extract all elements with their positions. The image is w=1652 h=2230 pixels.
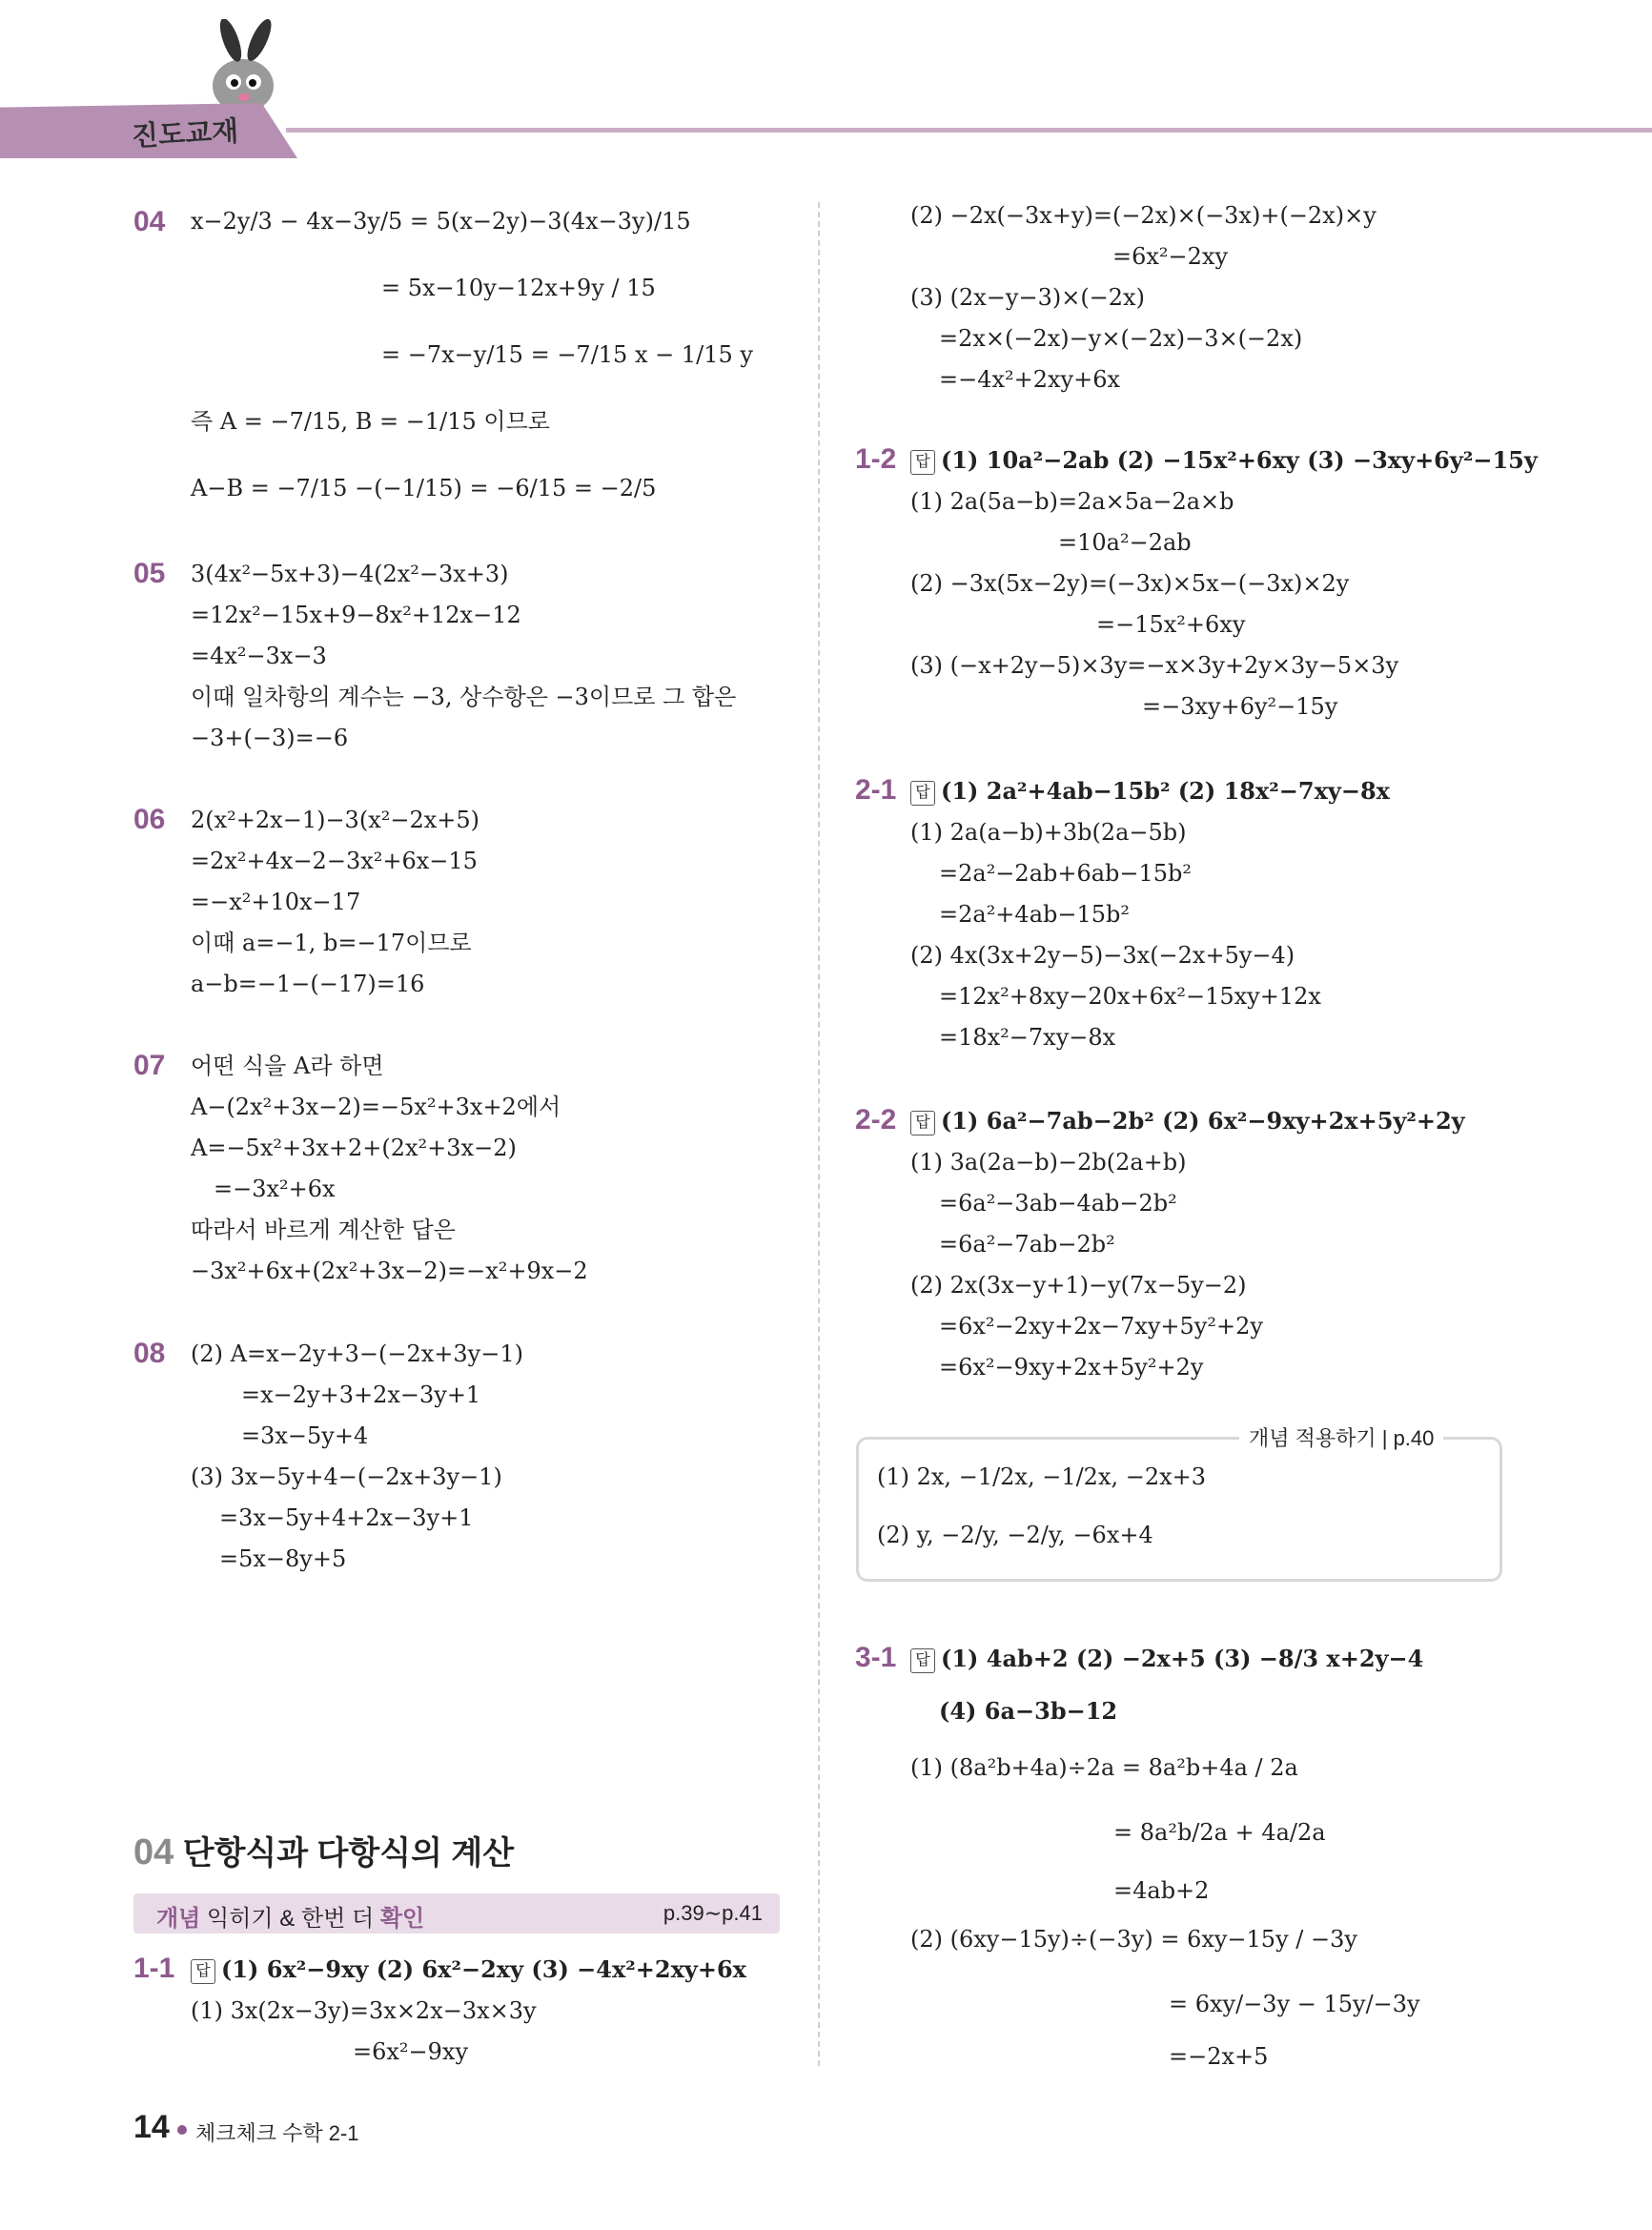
section-number: 04 [133, 1832, 174, 1872]
answer-text: (1) 6x²−9xy (2) 6x²−2xy (3) −4x²+2xy+6x [221, 1955, 746, 1983]
answer-line [910, 445, 1538, 476]
solution-line: (1) 3x(2x−3y)=3x×2x−3x×3y [191, 1997, 537, 2024]
solution-line: a−b=−1−(−17)=16 [191, 971, 425, 997]
solution-line: =−2x+5 [1169, 2043, 1269, 2070]
problem-number: 2-1 [855, 774, 897, 806]
solution-line: (2) −3x(5x−2y)=(−3x)×5x−(−3x)×2y [910, 570, 1350, 597]
solution-line: A=−5x²+3x+2+(2x²+3x−2) [191, 1135, 517, 1161]
solution-line: 2(x²+2x−1)−3(x²−2x+5) [191, 807, 479, 833]
apply-line: (2) y, −2/y, −2/y, −6x+4 [877, 1522, 1153, 1548]
answer-text: (1) 2a²+4ab−15b² (2) 18x²−7xy−8x [941, 777, 1390, 805]
concept-bar-label [156, 1899, 424, 1933]
bullet-dot-icon [177, 2125, 187, 2135]
solution-line: =x−2y+3+2x−3y+1 [241, 1381, 481, 1408]
solution-line: (1) 2a(a−b)+3b(2a−5b) [910, 819, 1187, 846]
answer-text: (4) 6a−3b−12 [939, 1697, 1118, 1725]
solution-line: =2x×(−2x)−y×(−2x)−3×(−2x) [939, 325, 1303, 352]
solution-line: = 6xy/−3y − 15y/−3y [1169, 1991, 1420, 2017]
solution-line: =−3xy+6y²−15y [1142, 693, 1338, 720]
solution-line: =4x²−3x−3 [191, 643, 327, 669]
concept-bar [133, 1893, 780, 1933]
solution-line: −3+(−3)=−6 [191, 725, 349, 751]
solution-line: = 8a²b/2a + 4a/2a [1113, 1819, 1326, 1846]
solution-line: =2x²+4x−2−3x²+6x−15 [191, 848, 478, 874]
solution-line: A−B = −7/15 −(−1/15) = −6/15 = −2/5 [191, 475, 657, 501]
answer-text: (1) 6a²−7ab−2b² (2) 6x²−9xy+2x+5y²+2y [941, 1107, 1465, 1135]
concept-word: 확인 [379, 1906, 425, 1932]
solution-line: =3x−5y+4 [241, 1422, 369, 1449]
answer-mark-icon: 답 [191, 1959, 215, 1984]
solution-line: =−15x²+6xy [1096, 611, 1246, 638]
solution-line: =−x²+10x−17 [191, 889, 361, 915]
solution-line: (2) 2x(3x−y+1)−y(7x−5y−2) [910, 1272, 1247, 1299]
solution-line: 3(4x²−5x+3)−4(2x²−3x+3) [191, 561, 509, 587]
answer-mark-icon: 답 [910, 1648, 935, 1673]
section-title [133, 1827, 514, 1873]
solution-line: = 5x−10y−12x+9y / 15 [381, 275, 656, 301]
solution-line: =10a²−2ab [1058, 529, 1192, 556]
solution-line: (2) (6xy−15y)÷(−3y) = 6xy−15y / −3y [910, 1926, 1357, 1953]
problem-number: 07 [133, 1050, 166, 1081]
answer-mark-icon: 답 [910, 450, 935, 475]
solution-line: (2) −2x(−3x+y)=(−2x)×(−3x)+(−2x)×y [910, 202, 1377, 229]
answer-line [191, 1954, 746, 1985]
solution-line: 따라서 바르게 계산한 답은 [191, 1217, 456, 1243]
answer-line [910, 776, 1390, 807]
problem-number: 06 [133, 804, 166, 835]
solution-line: 즉 A = −7/15, B = −1/15 이므로 [191, 408, 550, 435]
page-header [0, 0, 1652, 167]
solution-line: =−3x²+6x [214, 1176, 336, 1202]
section-title-text: 단항식과 다항식의 계산 [182, 1835, 515, 1872]
solution-line: (2) A=x−2y+3−(−2x+3y−1) [191, 1340, 523, 1367]
concept-word: & [279, 1906, 296, 1932]
solution-line: =2a²−2ab+6ab−15b² [939, 860, 1193, 887]
concept-bar-pages: p.39∼p.41 [663, 1901, 763, 1925]
solution-line: (3) 3x−5y+4−(−2x+3y−1) [191, 1463, 502, 1490]
solution-line: =−4x²+2xy+6x [939, 366, 1121, 393]
solution-line: =5x−8y+5 [219, 1545, 347, 1572]
solution-line: A−(2x²+3x−2)=−5x²+3x+2에서 [191, 1094, 561, 1120]
problem-number: 1-1 [133, 1953, 175, 1984]
answer-line [910, 1644, 1423, 1674]
solution-line: =12x²+8xy−20x+6x²−15xy+12x [939, 983, 1321, 1010]
apply-box [856, 1437, 1502, 1582]
solution-line: (1) (8a²b+4a)÷2a = 8a²b+4a / 2a [910, 1754, 1298, 1781]
solution-line: (3) (−x+2y−5)×3y=−x×3y+2y×3y−5×3y [910, 652, 1399, 679]
answer-text: (1) 4ab+2 (2) −2x+5 (3) −8/3 x+2y−4 [941, 1645, 1424, 1672]
solution-line: =2a²+4ab−15b² [939, 901, 1130, 928]
book-title: 체크체크 수학 2-1 [195, 2121, 359, 2145]
concept-word: 한번 더 [300, 1906, 375, 1932]
apply-box-label: 개념 적용하기 | p.40 [1239, 1422, 1443, 1452]
solution-line: =3x−5y+4+2x−3y+1 [219, 1504, 474, 1531]
answer-line [910, 1106, 1465, 1136]
solution-line: 이때 일차항의 계수는 −3, 상수항은 −3이므로 그 합은 [191, 684, 737, 710]
concept-word: 개념 [156, 1906, 201, 1932]
problem-number: 05 [133, 558, 166, 589]
answer-mark-icon: 답 [910, 781, 935, 806]
solution-line: =6x²−9xy+2x+5y²+2y [939, 1354, 1204, 1381]
solution-line: (1) 2a(5a−b)=2a×5a−2a×b [910, 488, 1234, 515]
solution-line: =6a²−3ab−4ab−2b² [939, 1190, 1177, 1217]
solution-line: 이때 a=−1, b=−17이므로 [191, 930, 472, 956]
problem-number: 08 [133, 1338, 166, 1369]
solution-line: =6a²−7ab−2b² [939, 1231, 1115, 1258]
problem-number: 04 [133, 206, 166, 237]
solution-line: (3) (2x−y−3)×(−2x) [910, 284, 1145, 311]
page-number: 14 [133, 2109, 170, 2145]
answer-mark-icon: 답 [910, 1111, 935, 1135]
problem-number: 2-2 [855, 1104, 897, 1135]
answer-text: (1) 10a²−2ab (2) −15x²+6xy (3) −3xy+6y²−15y [941, 446, 1538, 474]
solution-line: 어떤 식을 A라 하면 [191, 1053, 384, 1079]
solution-line: x−2y/3 − 4x−3y/5 = 5(x−2y)−3(4x−3y)/15 [191, 208, 691, 235]
problem-number: 3-1 [855, 1642, 897, 1673]
solution-line: −3x²+6x+(2x²+3x−2)=−x²+9x−2 [191, 1258, 588, 1284]
solution-line: =12x²−15x+9−8x²+12x−12 [191, 602, 521, 628]
solution-line: = −7x−y/15 = −7/15 x − 1/15 y [381, 341, 753, 368]
solution-line: =6x²−2xy [1112, 243, 1229, 270]
concept-word: 익히기 [207, 1906, 274, 1932]
solution-line: =4ab+2 [1113, 1877, 1210, 1904]
header-title: 진도교재 [131, 116, 239, 153]
solution-line: (2) 4x(3x+2y−5)−3x(−2x+5y−4) [910, 942, 1295, 969]
problem-number: 1-2 [855, 443, 897, 475]
solution-line: =18x²−7xy−8x [939, 1024, 1116, 1051]
solution-line: =6x²−2xy+2x−7xy+5y²+2y [939, 1313, 1263, 1340]
column-divider [818, 202, 820, 2066]
apply-line: (1) 2x, −1/2x, −1/2x, −2x+3 [877, 1463, 1207, 1490]
header-rule [286, 128, 1652, 133]
solution-line: (1) 3a(2a−b)−2b(2a+b) [910, 1149, 1187, 1176]
solution-line: =6x²−9xy [353, 2038, 469, 2065]
